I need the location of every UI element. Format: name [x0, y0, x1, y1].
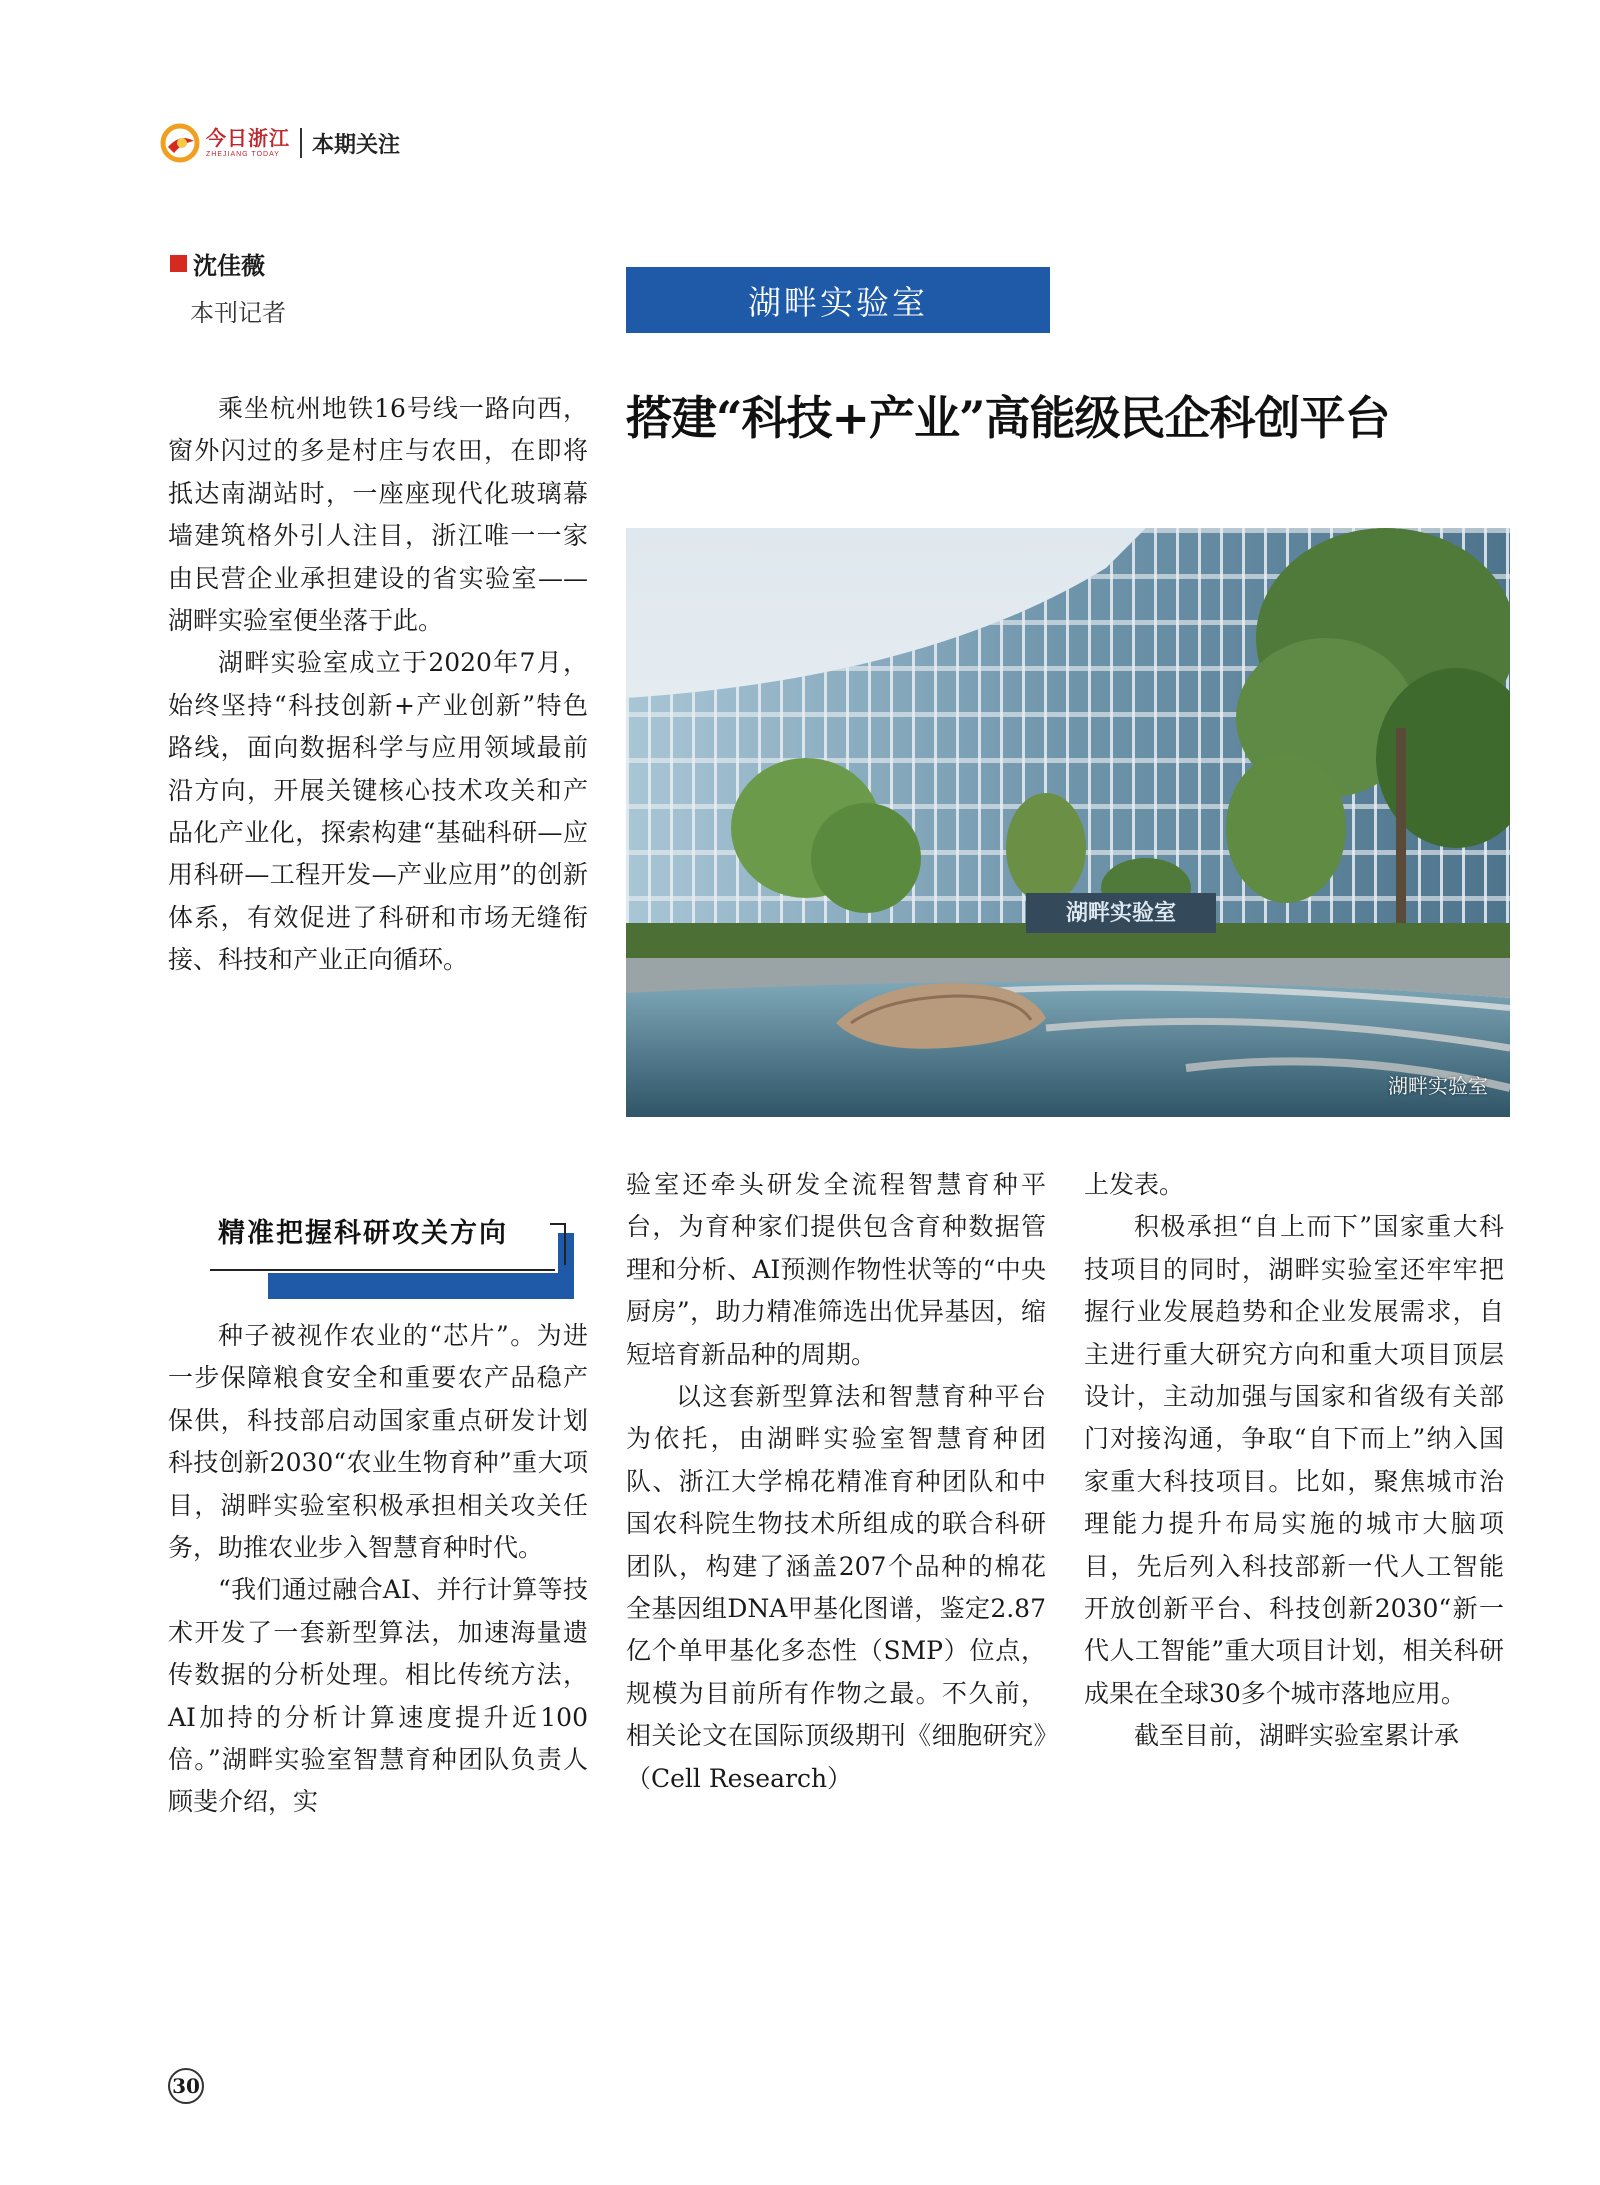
column-2: [626, 1164, 1046, 1800]
column-3: [1084, 1164, 1504, 1758]
subheading-title: 精准把握科研攻关方向: [218, 1218, 508, 1249]
subheading-line: [210, 1269, 555, 1271]
building-photo: [626, 528, 1510, 1117]
logo-cn: 今日浙江: [206, 126, 290, 150]
article-headline: 搭建“科技+产业”高能级民企科创平台: [626, 391, 1390, 445]
paragraph: “我们通过融合AI、并行计算等技术开发了一套新型算法，加速海量遗传数据的分析处理。相比传统方法，AI加持的分析计算速度提升近100倍。”湖畔实验室智慧育种团队负责人顾斐介绍，实: [168, 1575, 588, 1817]
photo-caption: 湖畔实验室: [1388, 1074, 1488, 1098]
subheading-bar: [268, 1273, 558, 1299]
column-1-bottom: [168, 1315, 588, 1824]
paragraph: 湖畔实验室成立于2020年7月，始终坚持“科技创新+产业创新”特色路线，面向数据科学与应用领域最前沿方向，开展关键核心技术攻关和产品化产业化，探索构建“基础科研—应用科研—工程开发—产业应用”的创新体系，有效促进了科研和市场无缝衔接、科技和产业正向循环。: [168, 648, 588, 975]
paragraph: 以这套新型算法和智慧育种平台为依托，由湖畔实验室智慧育种团队、浙江大学棉花精准育种团队和中国农科院生物技术所组成的联合科研团队，构建了涵盖207个品种的棉花全基因组DNA甲基化图谱，鉴定2.87亿个单甲基化多态性（SMP）位点，规模为目前所有作物之最。不久前，相关论文在国际顶级期刊《细胞研究》（Cell Research）: [626, 1382, 1046, 1793]
subheading: [198, 1195, 590, 1303]
author-role: 本刊记者: [190, 299, 286, 327]
logo-en: ZHEJIANG TODAY: [206, 151, 280, 158]
paragraph: 种子被视作农业的“芯片”。为进一步保障粮食安全和重要农产品稳产保供，科技部启动国家重点研发计划科技创新2030“农业生物育种”重大项目，湖畔实验室积极承担相关攻关任务，助推农业步入智慧育种时代。: [168, 1321, 588, 1563]
paragraph: 截至目前，湖畔实验室累计承: [1134, 1721, 1460, 1751]
author-name-text: 沈佳薇: [193, 252, 265, 280]
subheading-bracket: [550, 1223, 566, 1265]
paragraph: 乘坐杭州地铁16号线一路向西，窗外闪过的多是村庄与农田，在即将抵达南湖站时，一座座现代化玻璃幕墙建筑格外引人注目，浙江唯一一家由民营企业承担建设的省实验室——湖畔实验室便坐落于此。: [168, 394, 588, 636]
topic-banner: [626, 267, 1050, 333]
author-marker-icon: [170, 255, 187, 272]
paragraph: 积极承担“自上而下”国家重大科技项目的同时，湖畔实验室还牢牢把握行业发展趋势和企业发展需求，自主进行重大研究方向和重大项目顶层设计，主动加强与国家和省级有关部门对接沟通，争取“自下而上”纳入国家重大科技项目。比如，聚焦城市治理能力提升布局实施的城市大脑项目，先后列入科技部新一代人工智能开放创新平台、科技创新2030“新一代人工智能”重大项目计划，相关科研成果在全球30多个城市落地应用。: [1084, 1212, 1504, 1708]
author-name: [170, 246, 265, 281]
header-divider: [300, 128, 302, 158]
banner-text: 湖畔实验室: [748, 282, 928, 322]
column-1-top: [168, 388, 588, 982]
paragraph: 验室还牵头研发全流程智慧育种平台，为育种家们提供包含育种数据管理和分析、AI预测作物性状等的“中央厨房”，助力精准筛选出优异基因，缩短培育新品种的周期。: [626, 1170, 1046, 1369]
paragraph: 上发表。: [1084, 1170, 1185, 1199]
section-name: 本期关注: [312, 132, 401, 158]
page-header: [160, 118, 400, 168]
photo-sign-text: 湖畔实验室: [1065, 901, 1177, 926]
zhejiang-today-logo-icon: [160, 123, 200, 163]
photo-illustration: [626, 528, 1510, 1117]
page-number: 30: [168, 2068, 204, 2104]
logo-text: [206, 128, 290, 158]
